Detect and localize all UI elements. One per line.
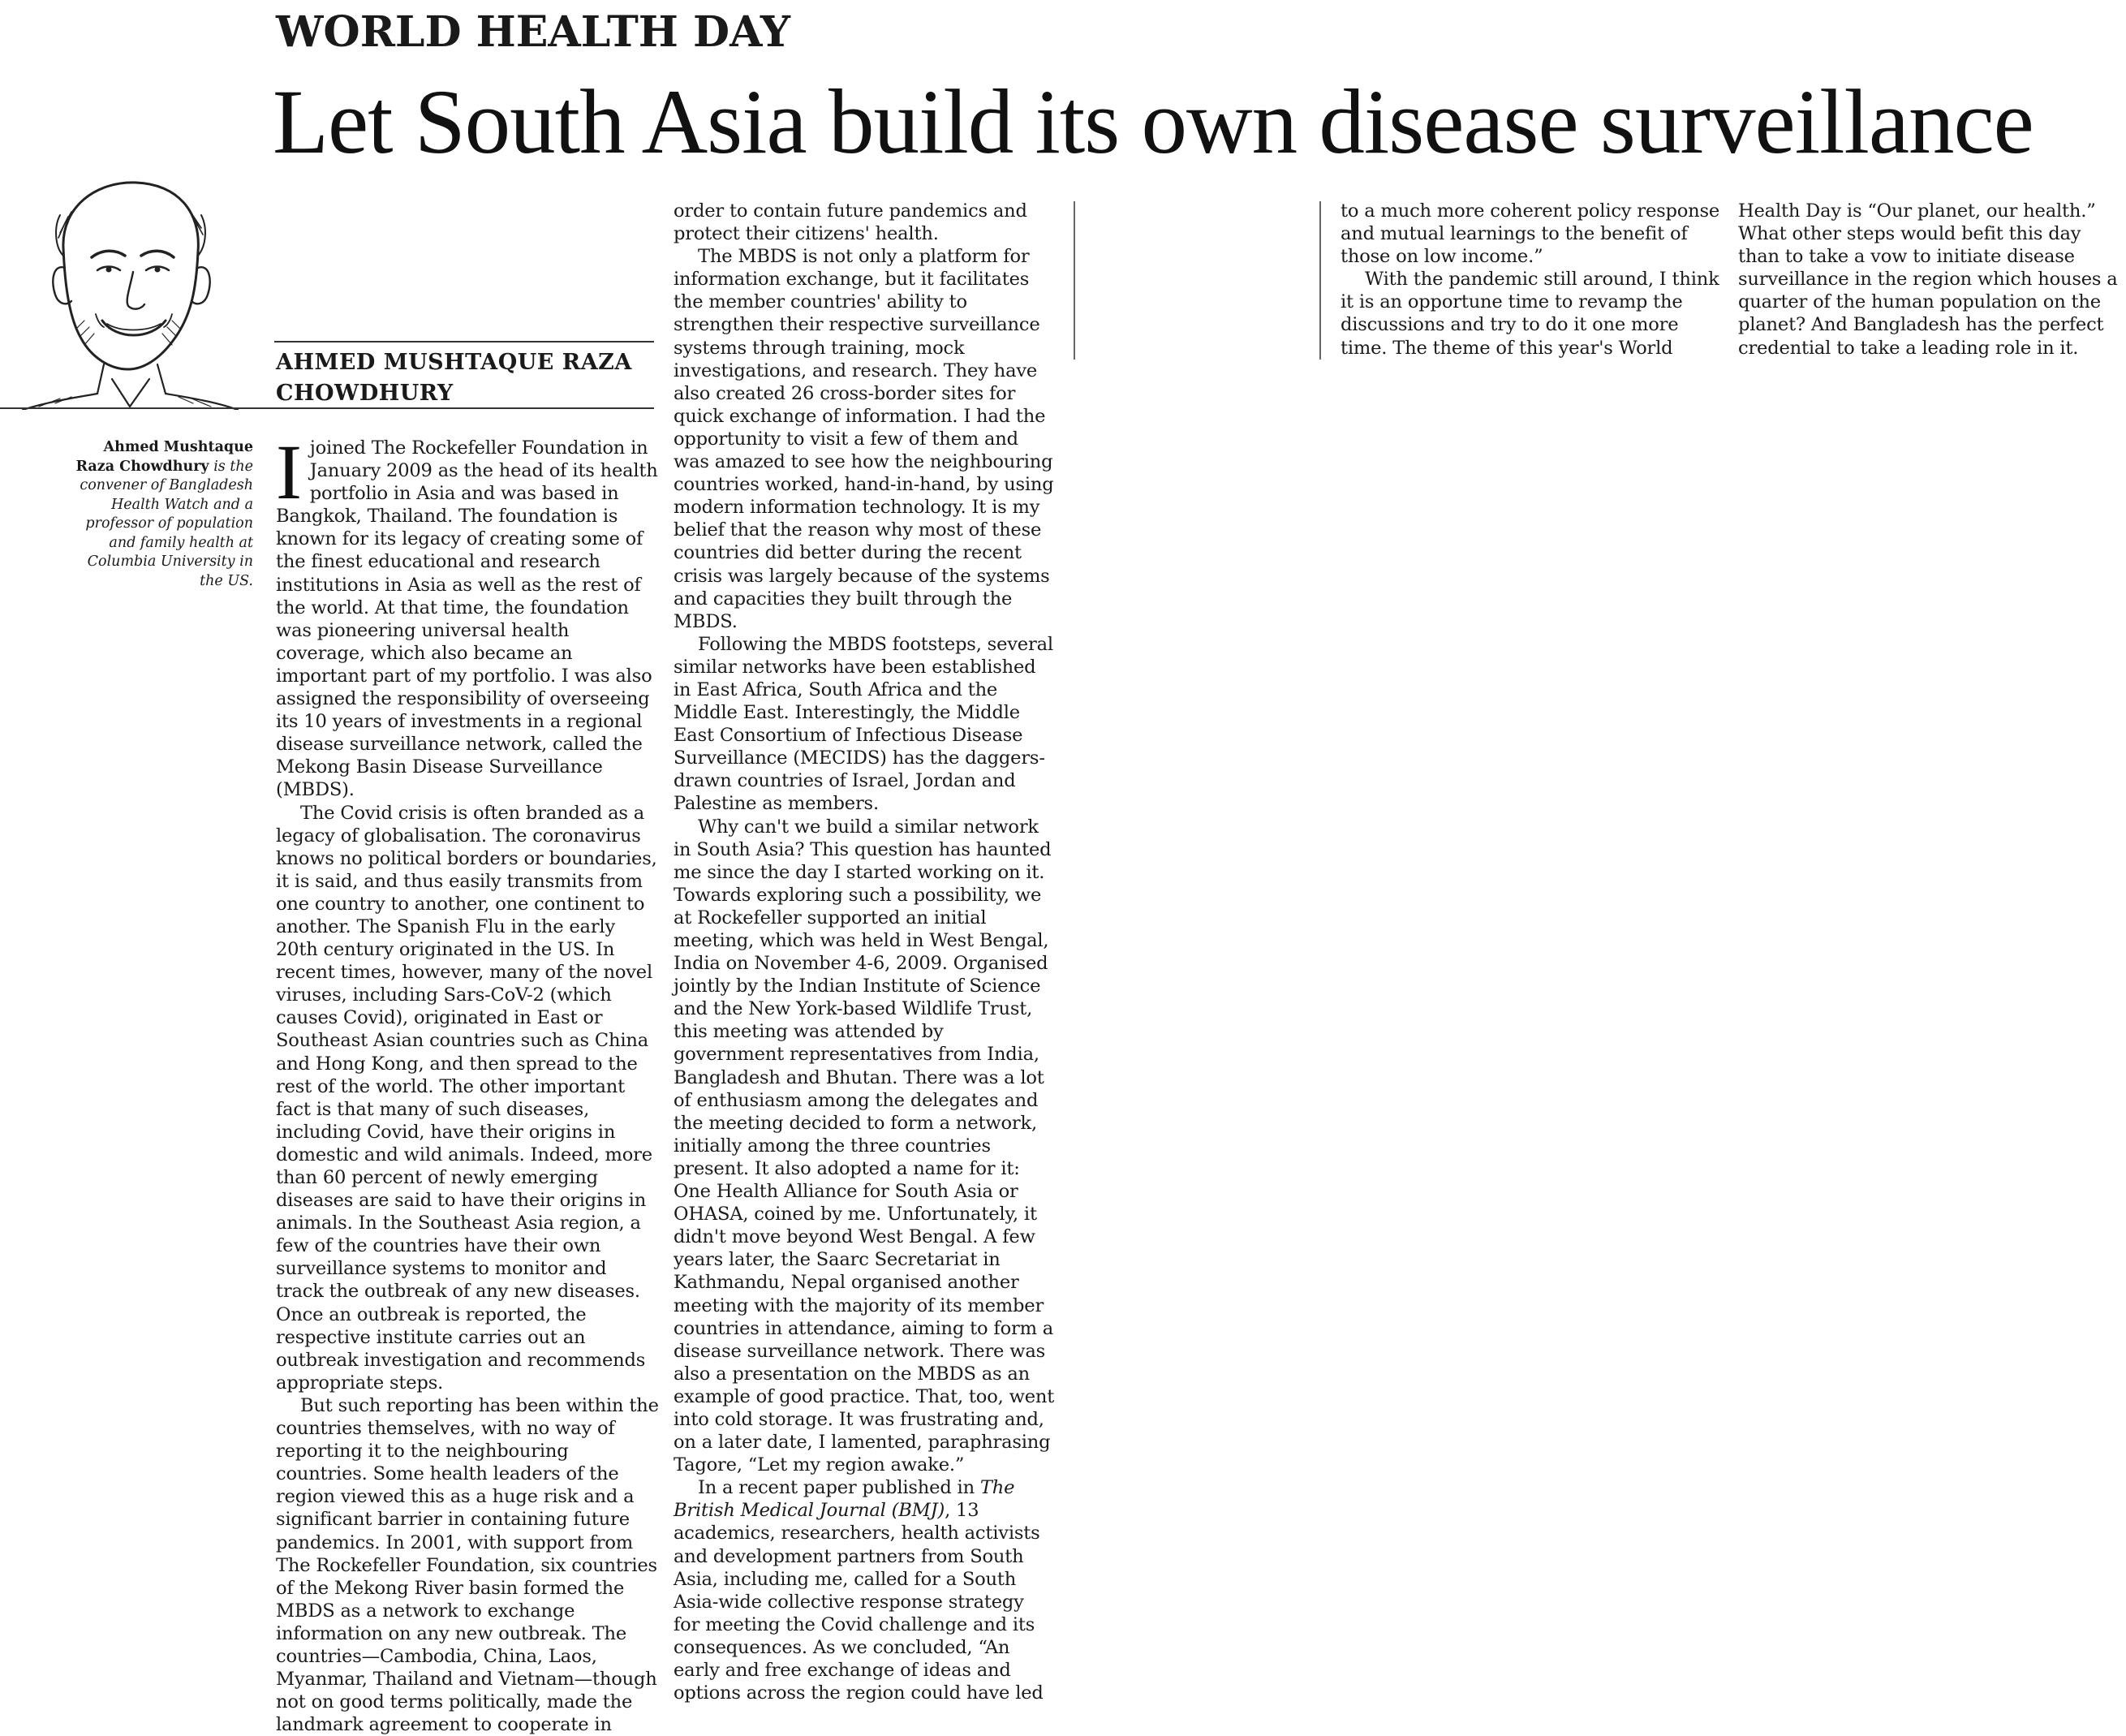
column-divider bbox=[1319, 201, 1321, 360]
headline: Let South Asia build its own disease surveillance bbox=[273, 71, 2033, 173]
byline-rule-bottom bbox=[0, 407, 654, 409]
author-bio bbox=[73, 438, 253, 591]
byline: AHMED MUSHTAQUE RAZA CHOWDHURY bbox=[276, 350, 632, 406]
article-column-4 bbox=[1738, 200, 2120, 360]
paragraph-7 bbox=[674, 1476, 1055, 1704]
paragraph-8-continued: Health Day is “Our planet, our health.” What other steps would befit this day than to take a vow to initiate disease surveillance in the region which houses a quarter of the human population on the planet? And Bangladesh has the perfect credential to take a leading role in it. bbox=[1738, 200, 2118, 359]
paragraph-7-continued: to a much more coherent policy response and mutual learnings to the benefit of those on low income.” bbox=[1341, 200, 1720, 268]
paragraph-4: The MBDS is not only a platform for information exchange, but it facilitates the member countries' ability to strengthen their respective surveillance systems through training, mock investigations, and research. They have also created 26 cross-border sites for quick exchange of information. I had the opportunity to visit a few of them and was amazed to see how the neighbouring countries worked, hand-in-hand, by using modern information technology. It is my belief that the reason why most of these countries did better during the recent crisis was largely because of the systems and capacities they built through the MBDS. bbox=[674, 246, 1054, 632]
article-column-2 bbox=[674, 200, 1055, 1704]
paragraph-1-text: joined The Rockefeller Foundation in January 2009 as the head of its health portfolio in Asia and was based in Bangkok, Thailand. The foundation is known for its legacy of creating some of the finest educational and research institutions in Asia as well as the rest of the world. At that time, the foundation was pioneering universal health coverage, which also became an important part of my portfolio. I was also assigned the responsibility of overseeing its 10 years of investments in a regional disease surveillance network, called the Mekong Basin Disease Surveillance (MBDS). bbox=[276, 437, 658, 801]
article-column-1 bbox=[276, 429, 659, 1736]
article-column-3 bbox=[1341, 200, 1730, 360]
section-kicker: WORLD HEALTH DAY bbox=[276, 7, 791, 57]
paragraph-3-continued: order to contain future pandemics and protect their citizens' health. bbox=[674, 200, 1027, 245]
bio-name: Ahmed Mushtaque Raza Chowdhury bbox=[75, 439, 253, 475]
paragraph-6: Why can't we build a similar network in South Asia? This question has haunted me since the day I started working on it. Towards exploring such a possibility, we at Rockefeller supported an initial meeting, which was held in West Bengal, India on November 4-6, 2009. Organised jointly by the Indian Institute of Science and the New York-based Wildlife Trust, this meeting was attended by government representatives from India, Bangladesh and Bhutan. There was a lot of enthusiasm among the delegates and the meeting decided to form a network, initially among the three countries present. It also adopted a name for it: One Health Alliance for South Asia or OHASA, coined by me. Unfortunately, it didn't move beyond West Bengal. A few years later, the Saarc Secretariat in Kathmandu, Nepal organised another meeting with the majority of its member countries in attendance, aiming to form a disease surveillance network. There was also a presentation on the MBDS as an example of good practice. That, too, went into cold storage. It was frustrating and, on a later date, I lamented, paraphrasing Tagore, “Let my region awake.” bbox=[674, 816, 1055, 1476]
drop-cap: I bbox=[276, 429, 302, 515]
publication-name: The British Medical Journal (BMJ) bbox=[674, 1477, 1015, 1522]
paragraph-5: Following the MBDS footsteps, several similar networks have been established in East Africa, South Africa and the Middle East. Interestingly, the Middle East Consortium of Infectious Disease Surveillance (MECIDS) has the daggers-drawn countries of Israel, Jordan and Palestine as members. bbox=[674, 633, 1053, 815]
column-divider bbox=[1074, 201, 1075, 360]
bio-description: is the convener of Bangladesh Health Watch and a professor of population and family health at Columbia University in the US. bbox=[80, 458, 253, 589]
byline-rule-top bbox=[274, 341, 654, 342]
paragraph-7-rest: , 13 academics, researchers, health activists and development partners from South Asia, including me, called for a South Asia-wide collective response strategy for meeting the Covid challenge and its consequences. As we concluded, “An early and free exchange of ideas and options across the region could have led bbox=[674, 1500, 1044, 1704]
paragraph-1 bbox=[276, 429, 659, 802]
paragraph-8: With the pandemic still around, I think it is an opportune time to revamp the discussions and try to do it one more time. The theme of this year's World bbox=[1341, 269, 1719, 359]
paragraph-3: But such reporting has been within the countries themselves, with no way of reporting it to the neighbouring countries. Some health leaders of the region viewed this as a huge risk and a significant barrier in containing future pandemics. In 2001, with support from The Rockefeller Foundation, six countries of the Mekong River basin formed the MBDS as a network to exchange information on any new outbreak. The countries—Cambodia, China, Laos, Myanmar, Thailand and Vietnam—though not on good terms politically, made the landmark agreement to cooperate in bbox=[276, 1394, 659, 1736]
paragraph-7-lead: In a recent paper published in bbox=[698, 1477, 980, 1499]
author-portrait bbox=[6, 166, 242, 410]
paragraph-2: The Covid crisis is often branded as a legacy of globalisation. The coronavirus knows no political borders or boundaries, it is said, and thus easily transmits from one country to another, one continent to another. The Spanish Flu in the early 20th century originated in the US. In recent times, however, many of the novel viruses, including Sars-CoV-2 (which causes Covid), originated in East or Southeast Asian countries such as China and Hong Kong, and then spread to the rest of the world. The other important fact is that many of such diseases, including Covid, have their origins in domestic and wild animals. Indeed, more than 60 percent of newly emerging diseases are said to have their origins in animals. In the Southeast Asia region, a few of the countries have their own surveillance systems to monitor and track the outbreak of any new diseases. Once an outbreak is reported, the respective institute carries out an outbreak investigation and recommends appropriate steps. bbox=[276, 802, 657, 1394]
